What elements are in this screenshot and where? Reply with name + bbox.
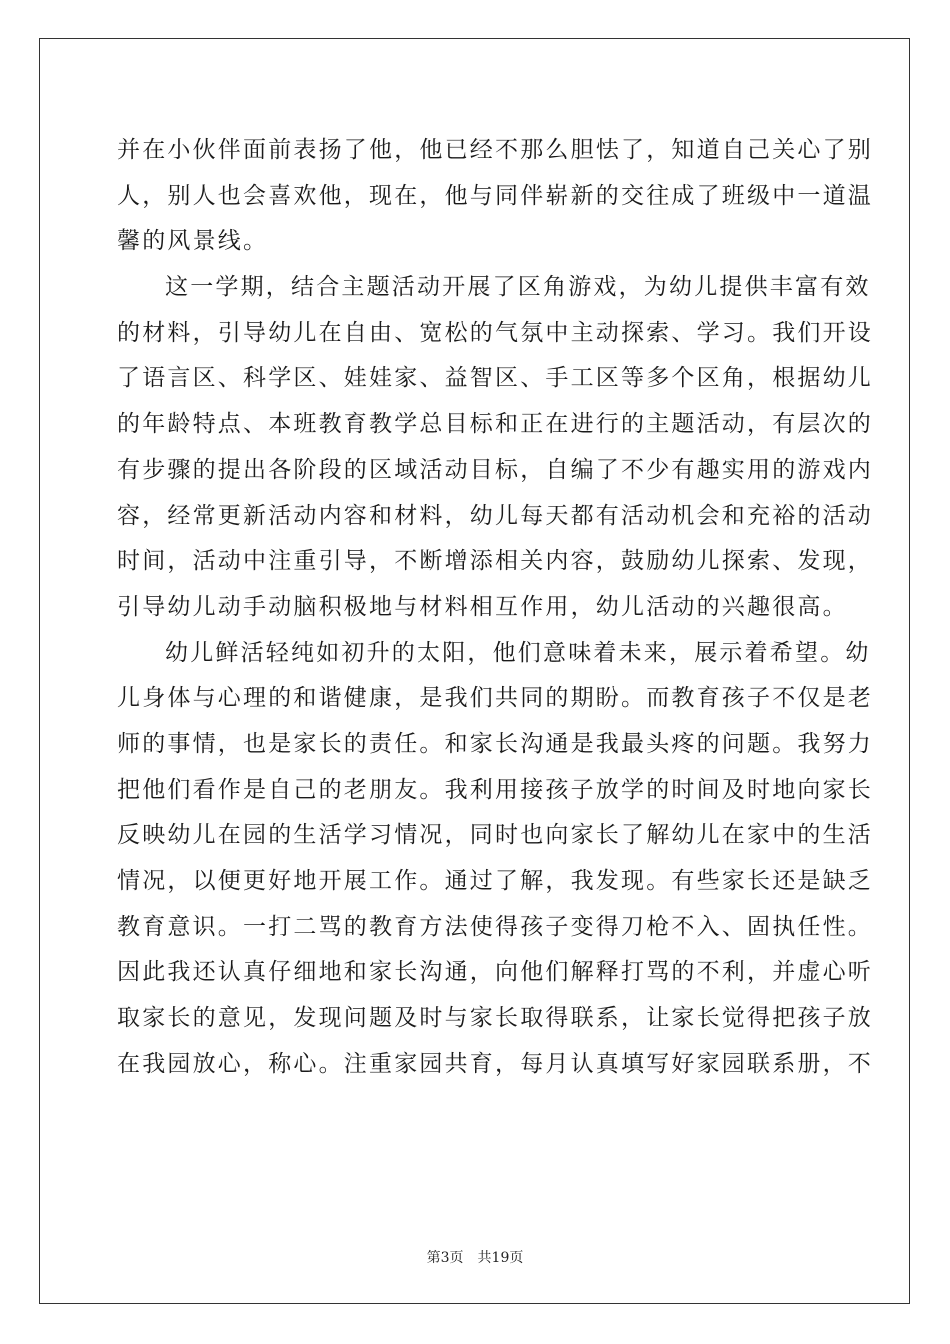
document-body — [117, 128, 873, 1087]
text-line: 儿身体与心理的和谐健康，是我们共同的期盼。而教育孩子不仅是老 — [117, 685, 873, 712]
page-total: 共19页 — [477, 1250, 524, 1266]
text-line: 馨的风景线。 — [117, 228, 269, 255]
text-line: 反映幼儿在园的生活学习情况，同时也向家长了解幼儿在家中的生活 — [117, 822, 873, 849]
paragraph — [117, 128, 873, 265]
paragraph — [117, 265, 873, 631]
text-line: 这一学期，结合主题活动开展了区角游戏，为幼儿提供丰富有效 — [165, 274, 871, 301]
page-footer — [0, 1247, 950, 1267]
text-line: 取家长的意见，发现问题及时与家长取得联系，让家长觉得把孩子放 — [117, 1005, 873, 1032]
text-line: 的年龄特点、本班教育教学总目标和正在进行的主题活动，有层次的 — [117, 411, 873, 438]
text-line: 因此我还认真仔细地和家长沟通，向他们解释打骂的不利，并虚心听 — [117, 959, 873, 986]
text-line: 时间，活动中注重引导，不断增添相关内容，鼓励幼儿探索、发现， — [117, 548, 873, 575]
text-line: 人，别人也会喜欢他，现在，他与同伴崭新的交往成了班级中一道温 — [117, 182, 873, 209]
text-line: 了语言区、科学区、娃娃家、益智区、手工区等多个区角，根据幼儿 — [117, 365, 873, 392]
text-line: 的材料，引导幼儿在自由、宽松的气氛中主动探索、学习。我们开设 — [117, 319, 873, 346]
text-line: 引导幼儿动手动脑积极地与材料相互作用，幼儿活动的兴趣很高。 — [117, 593, 848, 620]
text-line: 在我园放心，称心。注重家园共育，每月认真填写好家园联系册，不 — [117, 1050, 873, 1077]
text-line: 并在小伙伴面前表扬了他，他已经不那么胆怯了，知道自己关心了别 — [117, 137, 873, 163]
text-line: 教育意识。一打二骂的教育方法使得孩子变得刀枪不入、固执任性。 — [117, 913, 873, 940]
text-line: 情况，以便更好地开展工作。通过了解，我发现。有些家长还是缺乏 — [117, 868, 873, 894]
paragraph — [117, 631, 873, 1088]
text-line: 幼儿鲜活轻纯如初升的太阳，他们意味着未来，展示着希望。幼 — [165, 639, 871, 666]
text-line: 容，经常更新活动内容和材料，幼儿每天都有活动机会和充裕的活动 — [117, 502, 873, 529]
text-line: 师的事情，也是家长的责任。和家长沟通是我最头疼的问题。我努力 — [117, 730, 873, 757]
page-number: 第3页 — [426, 1250, 464, 1266]
text-line: 有步骤的提出各阶段的区域活动目标，自编了不少有趣实用的游戏内 — [117, 456, 873, 483]
text-line: 把他们看作是自己的老朋友。我利用接孩子放学的时间及时地向家长 — [117, 776, 873, 803]
